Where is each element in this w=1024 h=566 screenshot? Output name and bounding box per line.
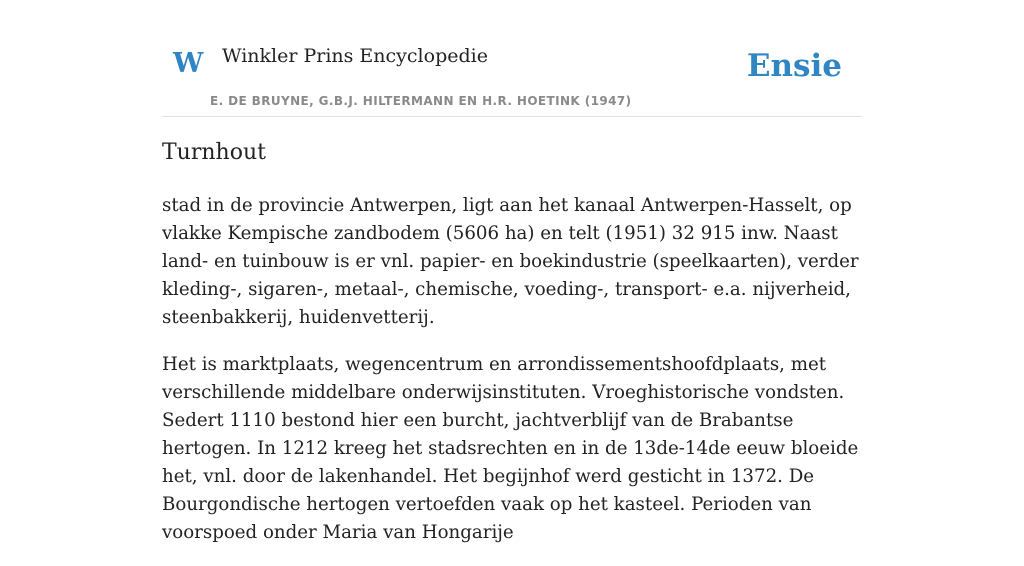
- source-title[interactable]: Winkler Prins Encyclopedie: [222, 45, 488, 67]
- article-title: Turnhout: [162, 140, 266, 165]
- ensie-logo[interactable]: Ensie: [746, 48, 842, 84]
- article-paragraph: stad in de provincie Antwerpen, ligt aan het kanaal Antwerpen-Hasselt, op vlakke Kempische zandbodem (5606 ha) en telt (1951) 32 915 inw. Naast land- en tuinbouw is er vnl. papier- en boekindustrie (speelkaarten), verder kleding-, sigaren-, metaal-, chemische, voeding-, transport- e.a. nijverheid, steenbakkerij, huidenvetterij.: [162, 195, 859, 328]
- header: [162, 0, 862, 117]
- article-body: [162, 192, 862, 566]
- source-logo[interactable]: W: [173, 48, 204, 79]
- article-paragraph: Het is marktplaats, wegencentrum en arrondissementshoofdplaats, met verschillende middelbare onderwijsinstituten. Vroeghistorische vondsten. Sedert 1110 bestond hier een burcht, jachtverblijf van de Brabantse hertogen. In 1212 kreeg het stadsrechten en in de 13de-14de eeuw bloeide het, vnl. door de lakenhandel. Het begijnhof werd gesticht in 1372. De Bourgondische hertogen vertoefden vaak op het kasteel. Perioden van voorspoed onder Maria van Hongarije: [162, 354, 859, 543]
- source-authors: E. DE BRUYNE, G.B.J. HILTERMANN EN H.R. HOETINK (1947): [210, 94, 632, 108]
- page: [162, 0, 862, 543]
